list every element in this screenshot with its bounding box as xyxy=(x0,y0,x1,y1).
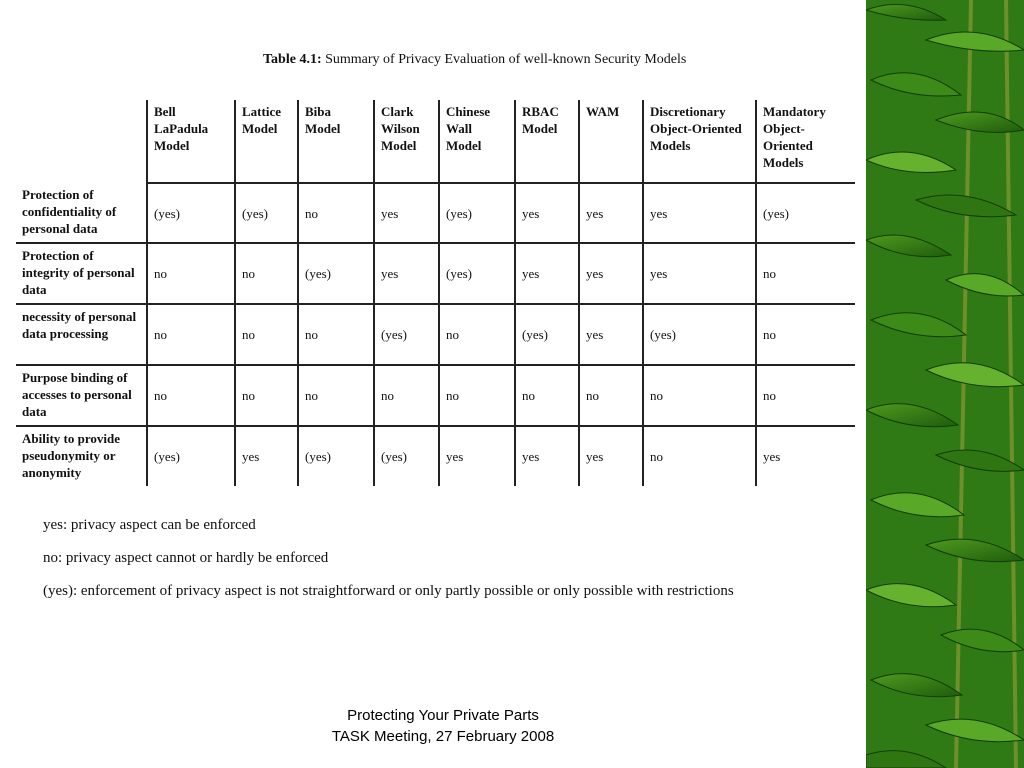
table-cell: yes xyxy=(515,183,579,243)
column-header: Clark Wilson Model xyxy=(374,100,439,183)
table-row xyxy=(16,365,855,426)
table-cell: yes xyxy=(374,183,439,243)
table-cell: (yes) xyxy=(439,243,515,304)
table-cell: no xyxy=(147,304,235,365)
table-cell: no xyxy=(643,365,756,426)
privacy-evaluation-table xyxy=(16,100,855,486)
table-cell: yes xyxy=(515,243,579,304)
legend xyxy=(43,513,734,612)
table-cell: no xyxy=(756,243,855,304)
table-cell: no xyxy=(147,243,235,304)
slide-footer xyxy=(290,705,596,747)
column-header: WAM xyxy=(579,100,643,183)
table-cell: (yes) xyxy=(643,304,756,365)
table-cell: yes xyxy=(515,426,579,486)
table-cell: (yes) xyxy=(374,426,439,486)
column-header: Chinese Wall Model xyxy=(439,100,515,183)
table-cell: (yes) xyxy=(235,183,298,243)
footer-meeting: TASK Meeting, 27 February 2008 xyxy=(331,728,555,745)
table-cell: yes xyxy=(579,426,643,486)
table-cell: (yes) xyxy=(515,304,579,365)
table-cell: yes xyxy=(579,304,643,365)
table-title xyxy=(263,52,686,68)
table-cell: (yes) xyxy=(374,304,439,365)
table-cell: no xyxy=(235,243,298,304)
table-cell: no xyxy=(643,426,756,486)
table-caption: Summary of Privacy Evaluation of well-known Security Models xyxy=(321,52,687,67)
table-cell: no xyxy=(147,365,235,426)
row-header: Protection of integrity of personal data xyxy=(16,243,147,304)
table-row xyxy=(16,183,855,243)
table-cell: no xyxy=(439,365,515,426)
table-cell: (yes) xyxy=(439,183,515,243)
table-cell: no xyxy=(515,365,579,426)
table-cell: no xyxy=(298,183,374,243)
legend-item: yes: privacy aspect can be enforced xyxy=(43,517,256,533)
row-header: necessity of personal data processing xyxy=(16,304,147,365)
table-cell: yes xyxy=(579,183,643,243)
table-cell: yes xyxy=(643,243,756,304)
row-header: Protection of confidentiality of personal data xyxy=(16,183,147,243)
table-cell: no xyxy=(298,304,374,365)
table-cell: (yes) xyxy=(147,183,235,243)
table-row xyxy=(16,426,855,486)
table-cell: yes xyxy=(235,426,298,486)
table-cell: yes xyxy=(756,426,855,486)
table-row xyxy=(16,243,855,304)
table-row xyxy=(16,304,855,365)
table-cell: no xyxy=(439,304,515,365)
table-cell: no xyxy=(298,365,374,426)
bamboo-decoration xyxy=(866,0,1024,768)
table-cell: yes xyxy=(439,426,515,486)
table-cell: no xyxy=(756,304,855,365)
column-header: Lattice Model xyxy=(235,100,298,183)
column-header: Mandatory Object-Oriented Models xyxy=(756,100,855,183)
table-cell: yes xyxy=(643,183,756,243)
table-corner-cell xyxy=(16,100,147,183)
table-cell: no xyxy=(579,365,643,426)
column-header: Bell LaPadula Model xyxy=(147,100,235,183)
table-cell: (yes) xyxy=(298,243,374,304)
column-header: Discretionary Object-Oriented Models xyxy=(643,100,756,183)
table-cell: no xyxy=(235,304,298,365)
table-cell: yes xyxy=(374,243,439,304)
table-cell: yes xyxy=(579,243,643,304)
table-header-row xyxy=(16,100,855,183)
table-cell: (yes) xyxy=(298,426,374,486)
table-cell: no xyxy=(374,365,439,426)
column-header: Biba Model xyxy=(298,100,374,183)
table-cell: no xyxy=(756,365,855,426)
table-number: Table 4.1: xyxy=(263,52,322,67)
row-header: Ability to provide pseudonymity or anonymity xyxy=(22,431,120,480)
table-cell: (yes) xyxy=(756,183,855,243)
table-cell: no xyxy=(235,365,298,426)
column-header: RBAC Model xyxy=(515,100,579,183)
table-cell: (yes) xyxy=(147,426,235,486)
legend-item: no: privacy aspect cannot or hardly be enforced xyxy=(43,550,329,566)
footer-title: Protecting Your Private Parts xyxy=(347,707,539,724)
row-header: Purpose binding of accesses to personal data xyxy=(16,365,147,426)
legend-item: (yes): enforcement of privacy aspect is not straightforward or only partly possible or only possible with restrictions xyxy=(43,583,734,599)
